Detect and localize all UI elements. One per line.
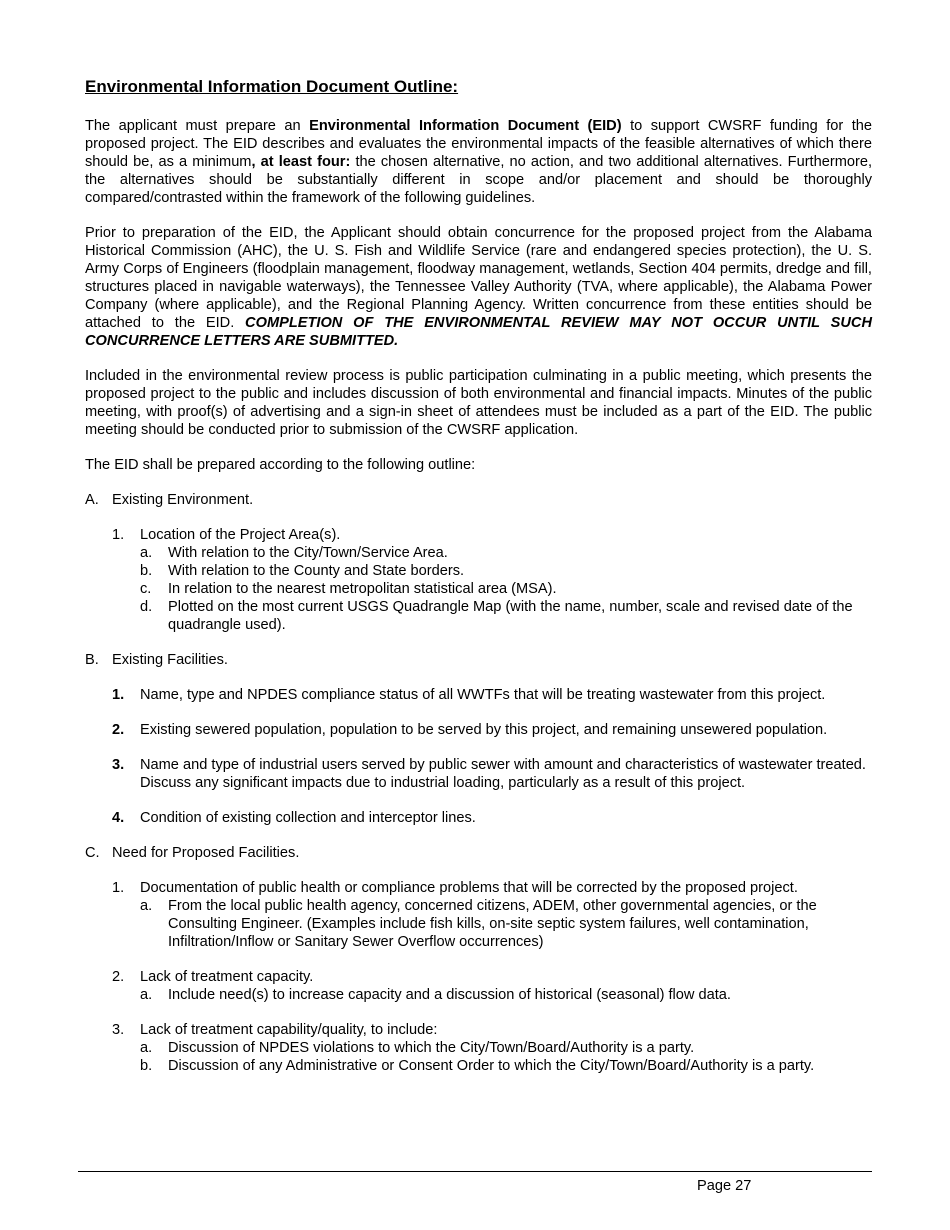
item-number: 1. [112,687,125,703]
item-text: Lack of treatment capacity. [140,969,314,985]
list-item [85,544,872,562]
list-item [85,1057,872,1075]
sub-letter: a. [140,898,153,914]
spacer [85,792,872,809]
list-item [85,1039,872,1057]
sub-letter: d. [140,599,153,615]
text-run: The applicant must prepare an [85,118,310,134]
document-title: Environmental Information Document Outline: [85,77,459,96]
section-b-item-4 [85,809,872,827]
item-number: 1. [112,880,125,896]
section-c-item-1 [85,879,872,897]
list-item [85,986,872,1004]
bold-run: , at least four: [251,154,351,170]
sub-text: In relation to the nearest metropolitan statistical area (MSA). [168,581,557,597]
item-number: 4. [112,810,125,826]
section-b-item-1 [85,686,872,704]
item-text: Name, type and NPDES compliance status of all WWTFs that will be treating wastewater from this project. [140,687,826,703]
sub-text: Include need(s) to increase capacity and a discussion of historical (seasonal) flow data. [168,987,731,1003]
sub-letter: a. [140,1040,153,1056]
emphasis-run: COMPLETION OF THE ENVIRONMENTAL REVIEW MAY NOT OCCUR UNTIL SUCH CONCURRENCE LETTERS ARE SUBMITTED. [85,315,872,349]
section-letter: C. [85,845,100,861]
text-run: the chosen alternative, no action, and two additional alternatives. Furthermore, the alternatives should be substantially different in scope and/or placement and should be thoroughly compared/contrasted within the framework of the following guidelines. [85,154,873,206]
sub-letter: b. [140,1058,153,1074]
list-item [85,598,872,634]
section-b-item-2 [85,721,872,739]
section-letter: A. [85,492,99,508]
item-text: Documentation of public health or compliance problems that will be corrected by the proposed project. [140,880,798,896]
footer-divider [78,1171,872,1172]
page-number: Page 27 [697,1178,752,1194]
section-a-heading [85,491,872,509]
sub-text: With relation to the City/Town/Service Area. [168,545,448,561]
sub-text: Plotted on the most current USGS Quadrangle Map (with the name, number, scale and revised date of the quadrangle used). [168,599,853,633]
section-letter: B. [85,652,99,668]
public-participation-paragraph: Included in the environmental review process is public participation culminating in a public meeting, which presents the proposed project to the public and includes discussion of both environmental and financial impacts. Minutes of the public meeting, with proof(s) of advertising and a sign-in sheet of attendees must be included as a part of the EID. The public meeting should be conducted prior to submission of the CWSRF application. [85,368,872,438]
spacer [85,951,872,968]
section-title: Existing Facilities. [112,652,228,668]
sub-text: Discussion of NPDES violations to which the City/Town/Board/Authority is a party. [168,1040,695,1056]
sub-text: Discussion of any Administrative or Consent Order to which the City/Town/Board/Authority is a party. [168,1058,815,1074]
item-text: Lack of treatment capability/quality, to include: [140,1022,438,1038]
outline-intro-paragraph: The EID shall be prepared according to the following outline: [85,457,476,473]
document-page [85,77,872,1075]
item-text: Condition of existing collection and interceptor lines. [140,810,476,826]
item-number: 2. [112,722,125,738]
item-text: Existing sewered population, population to be served by this project, and remaining unsewered population. [140,722,828,738]
spacer [85,739,872,756]
section-title: Need for Proposed Facilities. [112,845,300,861]
section-title: Existing Environment. [112,492,254,508]
item-text: Name and type of industrial users served by public sewer with amount and characteristics of wastewater treated. Discuss any significant impacts due to industrial loading, particularly as a result of this project. [140,757,866,791]
section-c-heading [85,844,872,862]
section-c-item-3 [85,1021,872,1039]
list-item [85,562,872,580]
text-run: Prior to preparation of the EID, the Applicant should obtain concurrence for the proposed project from the Alabama Historical Commission (AHC), the U. S. Fish and Wildlife Service (rare and endangered species protection), the U. S. Army Corps of Engineers (floodplain management, floodway management, wetlands, Section 404 permits, dredge and fill, structures placed in navigable waterways), the Tennessee Valley Authority (TVA, where applicable), the Alabama Power Company (where applicable), and the Regional Planning Agency. Written concurrence from these entities should be attached to the EID. [85,225,872,331]
spacer [85,634,872,651]
item-text: Location of the Project Area(s). [140,527,341,543]
sub-text: With relation to the County and State borders. [168,563,465,579]
item-number: 2. [112,969,125,985]
bold-run: Environmental Information Document (EID) [309,118,622,134]
list-item [85,897,872,951]
section-c-item-2 [85,968,872,986]
sub-text: From the local public health agency, concerned citizens, ADEM, other governmental agencies, or the Consulting Engineer. (Examples include fish kills, on-site septic system failures, well contamination, Infiltration/Inflow or Sanitary Sewer Overflow occurrences) [168,898,817,950]
concurrence-paragraph [85,224,872,350]
sub-letter: c. [140,581,152,597]
text-run: to support CWSRF funding for the proposed project. The EID describes and evaluates the environmental impacts of the feasible alternatives of which there should be, as a minimum [85,118,873,170]
item-number: 3. [112,757,125,773]
list-item [85,580,872,598]
spacer [85,827,872,844]
item-number: 3. [112,1022,125,1038]
section-b-heading [85,651,872,669]
section-a-item-1 [85,526,872,544]
sub-letter: a. [140,987,153,1003]
sub-letter: b. [140,563,153,579]
spacer [85,1004,872,1021]
item-number: 1. [112,527,125,543]
sub-letter: a. [140,545,153,561]
section-b-item-3 [85,756,872,792]
spacer [85,704,872,721]
intro-paragraph [85,117,872,207]
